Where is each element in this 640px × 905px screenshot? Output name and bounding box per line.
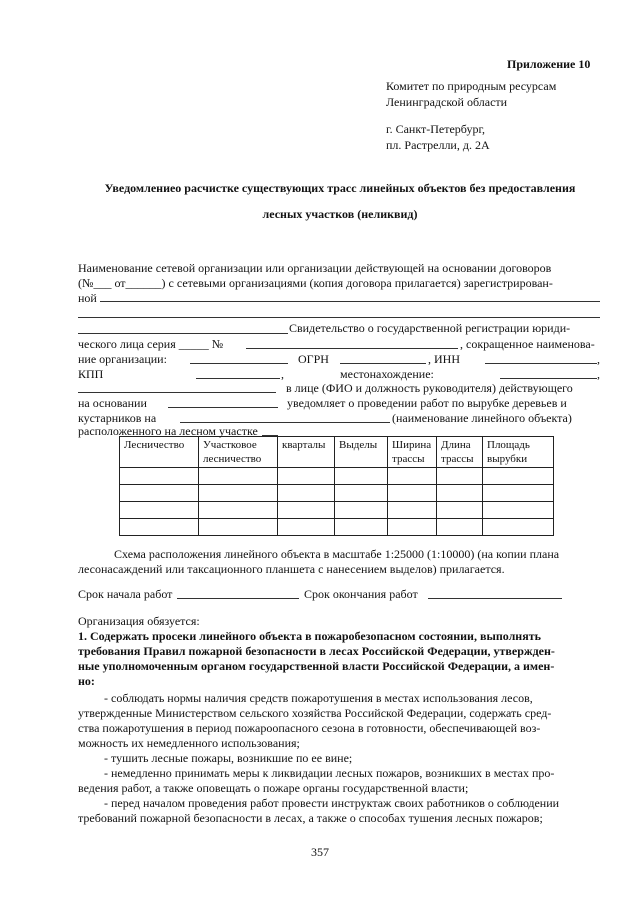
col-header-allotments: Выделы <box>335 437 388 468</box>
start-date-label: Срок начала работ <box>78 587 173 601</box>
table-cell[interactable] <box>335 502 388 519</box>
table-header-row <box>120 437 554 468</box>
certificate-field-line[interactable] <box>78 333 288 334</box>
form-line-9b: уведомляет о проведении работ по вырубке деревьев и <box>287 396 567 410</box>
address-line-2: Ленинградской области <box>386 95 508 109</box>
form-line-7a: КПП <box>78 367 104 381</box>
table-cell[interactable] <box>199 519 278 536</box>
bullet-1-line-4: можность их немедленного использования; <box>78 736 300 750</box>
form-line-8: в лице (ФИО и должность руководителя) действующего <box>286 381 573 395</box>
address-line-4: пл. Растрелли, д. 2А <box>386 138 490 152</box>
obligation-1-line-1: 1. Содержать просеки линейного объекта в пожаробезопасном состоянии, выполнять <box>78 629 541 643</box>
table-cell[interactable] <box>483 502 554 519</box>
table-cell[interactable] <box>388 519 437 536</box>
table-cell[interactable] <box>437 502 483 519</box>
col-header-forestry: Лесничество <box>120 437 199 468</box>
short-name-field-line[interactable] <box>190 363 288 364</box>
table-cell[interactable] <box>483 519 554 536</box>
table-cell[interactable] <box>120 519 199 536</box>
certificate-number-line[interactable] <box>246 348 458 349</box>
bullet-2: - тушить лесные пожары, возникшие по ее вине; <box>104 751 353 765</box>
kpp-field-line[interactable] <box>196 378 280 379</box>
form-line-11: расположенного на лесном участке <box>78 424 258 438</box>
inn-field-line[interactable] <box>485 363 597 364</box>
bullet-1-line-2: утвержденные Министерством сельского хозяйства Российской Федерации, содержать сред- <box>78 706 552 720</box>
address-line-3: г. Санкт-Петербург, <box>386 122 486 136</box>
table-cell[interactable] <box>388 485 437 502</box>
form-line-4: Свидетельство о государственной регистрации юриди- <box>289 321 571 335</box>
table-cell[interactable] <box>483 485 554 502</box>
table-cell[interactable] <box>335 485 388 502</box>
ogrn-field-line[interactable] <box>340 363 426 364</box>
obligation-1-line-4: но: <box>78 674 95 688</box>
form-line-7b: , <box>281 367 284 381</box>
table-cell[interactable] <box>483 468 554 485</box>
form-line-6a: ние организации: <box>78 352 167 366</box>
table-cell[interactable] <box>388 468 437 485</box>
form-line-3: ной <box>78 291 97 305</box>
form-line-6c: , ИНН <box>428 352 460 366</box>
form-line-5b: , сокращенное наименова- <box>460 337 595 351</box>
table-cell[interactable] <box>120 502 199 519</box>
location-field-line[interactable] <box>500 378 597 379</box>
table-cell[interactable] <box>120 468 199 485</box>
table-row <box>120 502 554 519</box>
blank-field-line[interactable] <box>78 317 600 318</box>
obligations-intro: Организация обязуется: <box>78 614 200 628</box>
bullet-4-line-2: требований пожарной безопасности в лесах, а также о способах тушения лесных пожаров; <box>78 811 543 825</box>
scheme-line-1: Схема расположения линейного объекта в масштабе 1:25000 (1:10000) (на копии плана <box>114 547 560 561</box>
end-date-field-line[interactable] <box>428 598 562 599</box>
table-cell[interactable] <box>437 519 483 536</box>
document-title-line-1: Уведомлениео расчистке существующих трасс линейных объектов без предоставления <box>104 181 576 195</box>
obligation-1-line-2: требования Правил пожарной безопасности в лесах Российской Федерации, утвержден- <box>78 644 555 658</box>
col-header-district-forestry: Участковое лесничество <box>199 437 278 468</box>
end-date-label: Срок окончания работ <box>304 587 418 601</box>
bullet-3-line-2: ведения работ, а также оповещать о пожаре органы государственной власти; <box>78 781 469 795</box>
page-number: 357 <box>311 845 329 859</box>
registration-field-line[interactable] <box>100 301 600 302</box>
col-header-cutting-area: Площадь вырубки <box>483 437 554 468</box>
table-cell[interactable] <box>335 468 388 485</box>
forest-plot-table <box>119 436 554 536</box>
form-line-1: Наименование сетевой организации или организации действующей на основании договоров <box>78 261 552 275</box>
table-cell[interactable] <box>278 485 335 502</box>
form-line-5a: ческого лица серия _____ № <box>78 337 224 351</box>
bullet-4-line-1: - перед началом проведения работ провести инструктаж своих работников о соблюдении <box>104 796 560 810</box>
document-title-line-2: лесных участков (неликвид) <box>262 207 418 221</box>
col-header-route-width: Ширина трассы <box>388 437 437 468</box>
form-line-6d: , <box>597 352 600 366</box>
basis-field-line[interactable] <box>168 407 278 408</box>
table-cell[interactable] <box>388 502 437 519</box>
form-line-10a: кустарников на <box>78 411 157 425</box>
bullet-1-line-3: ства пожаротушения в период пожароопасного сезона в готовности, обеспечивающей воз- <box>78 721 541 735</box>
table-cell[interactable] <box>278 468 335 485</box>
form-line-10b: (наименование линейного объекта) <box>392 411 572 425</box>
form-line-7c: местонахождение: <box>340 367 434 381</box>
table-cell[interactable] <box>278 519 335 536</box>
form-line-7d: , <box>597 367 600 381</box>
bullet-3-line-1: - немедленно принимать меры к ликвидации лесных пожаров, возникших в местах про- <box>104 766 555 780</box>
table-cell[interactable] <box>199 485 278 502</box>
col-header-route-length: Длина трассы <box>437 437 483 468</box>
scheme-line-2: лесонасаждений или таксационного планшета с нанесением выделов) прилагается. <box>78 562 505 576</box>
table-row <box>120 519 554 536</box>
col-header-quarters: кварталы <box>278 437 335 468</box>
location-continued-line[interactable] <box>78 392 276 393</box>
form-line-6b: ОГРН <box>298 352 329 366</box>
start-date-field-line[interactable] <box>177 598 299 599</box>
table-cell[interactable] <box>335 519 388 536</box>
table-cell[interactable] <box>199 502 278 519</box>
table-cell[interactable] <box>437 485 483 502</box>
table-cell[interactable] <box>278 502 335 519</box>
table-cell[interactable] <box>437 468 483 485</box>
table-cell[interactable] <box>199 468 278 485</box>
table-row <box>120 485 554 502</box>
table-cell[interactable] <box>120 485 199 502</box>
form-line-9a: на основании <box>78 396 147 410</box>
table-row <box>120 468 554 485</box>
appendix-label: Приложение 10 <box>507 57 591 71</box>
form-line-2: (№___ от______) с сетевыми организациями (копия договора прилагается) зарегистрирован- <box>78 276 553 290</box>
obligation-1-line-3: ные уполномоченным органом государственной власти Российской Федерации, а имен- <box>78 659 555 673</box>
bullet-1-line-1: - соблюдать нормы наличия средств пожаротушения в местах использования лесов, <box>104 691 533 705</box>
address-line-1: Комитет по природным ресурсам <box>386 79 557 93</box>
